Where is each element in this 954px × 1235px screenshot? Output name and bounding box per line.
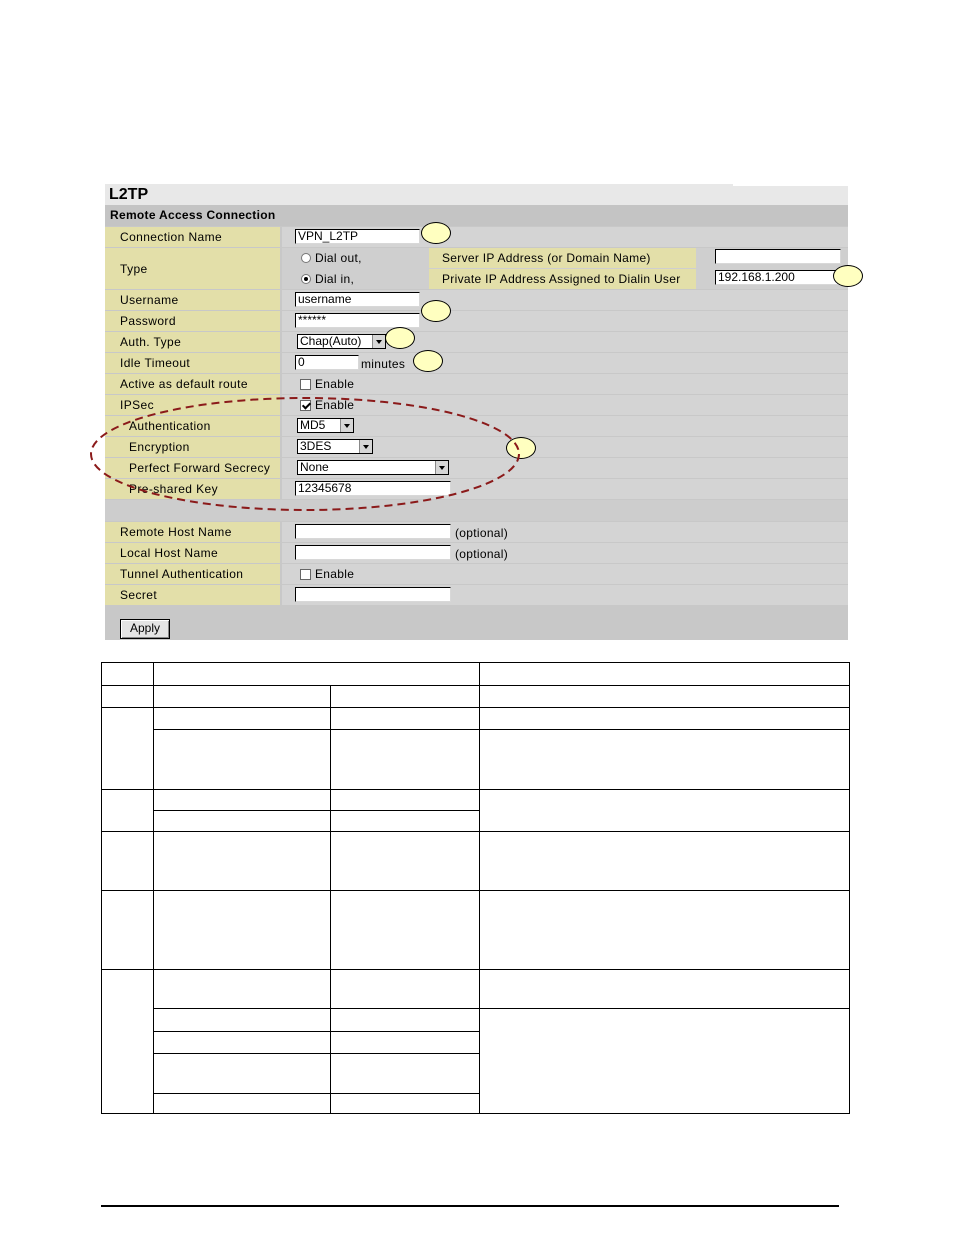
private-ip-input[interactable]: 192.168.1.200: [715, 270, 841, 285]
table-row-line: [153, 1093, 479, 1094]
auth-type-label: Auth. Type: [105, 332, 280, 352]
remote-host-input[interactable]: [295, 524, 451, 539]
preshared-key-input[interactable]: 12345678: [295, 481, 451, 496]
preshared-key-label: Pre-shared Key: [105, 479, 280, 499]
authentication-select[interactable]: [297, 418, 354, 433]
idle-timeout-label: Idle Timeout: [105, 353, 280, 373]
local-host-hint: (optional): [455, 547, 509, 561]
ipsec-checkbox[interactable]: [300, 400, 311, 411]
tunnel-auth-checkbox[interactable]: [300, 569, 311, 580]
callout-marker-connection: [421, 222, 451, 244]
encryption-select[interactable]: [297, 439, 373, 454]
server-ip-label: Server IP Address (or Domain Name): [429, 248, 696, 268]
page-title: L2TP: [109, 186, 149, 203]
dial-in-radio[interactable]: [301, 274, 311, 284]
secret-label: Secret: [105, 585, 280, 605]
password-input[interactable]: ******: [295, 313, 420, 328]
callout-marker-idle-timeout: [413, 350, 443, 372]
section-header: [105, 205, 848, 226]
title-notch: [733, 184, 848, 186]
button-bar: [105, 606, 848, 640]
pfs-select[interactable]: [297, 460, 449, 475]
pfs-value: None: [300, 460, 329, 474]
connection-name-label: Connection Name: [105, 227, 280, 247]
callout-marker-credentials: [421, 300, 451, 322]
auth-type-value: Chap(Auto): [300, 334, 362, 348]
dial-out-label: Dial out,: [315, 251, 362, 265]
idle-timeout-input[interactable]: 0: [295, 355, 359, 370]
table-row-line: [153, 729, 849, 730]
secret-input[interactable]: [295, 587, 451, 602]
table-row-line: [153, 1031, 479, 1032]
table-col-line: [479, 663, 480, 1113]
chevron-down-icon[interactable]: [359, 440, 372, 453]
server-ip-input[interactable]: [715, 249, 841, 264]
apply-button[interactable]: Apply: [120, 619, 170, 639]
tunnel-auth-enable-label: Enable: [315, 567, 355, 581]
idle-timeout-unit: minutes: [361, 357, 406, 371]
chevron-down-icon[interactable]: [372, 335, 385, 348]
default-route-cell: [282, 374, 848, 394]
ipsec-cell: [282, 395, 848, 415]
tunnel-auth-label: Tunnel Authentication: [105, 564, 280, 584]
type-label: Type: [105, 248, 280, 289]
chevron-down-icon[interactable]: [435, 461, 448, 474]
password-label: Password: [105, 311, 280, 331]
default-route-checkbox[interactable]: [300, 379, 311, 390]
local-host-input[interactable]: [295, 545, 451, 560]
table-col-line: [153, 663, 154, 1113]
table-col-line: [330, 685, 331, 1113]
private-ip-label: Private IP Address Assigned to Dialin User: [429, 269, 696, 289]
table-row-line: [102, 831, 849, 832]
callout-marker-auth-type: [385, 327, 415, 349]
pfs-label: Perfect Forward Secrecy: [105, 458, 280, 478]
default-route-label: Active as default route: [105, 374, 280, 394]
ipsec-enable-label: Enable: [315, 398, 355, 412]
table-row-line: [102, 969, 849, 970]
encryption-label: Encryption: [105, 437, 280, 457]
reference-table: [101, 662, 850, 1114]
default-route-enable-label: Enable: [315, 377, 355, 391]
title-bar: [105, 184, 848, 205]
callout-marker-private-ip: [833, 265, 863, 287]
dial-in-label: Dial in,: [315, 272, 355, 286]
table-row-line: [153, 1053, 479, 1054]
table-row-line: [153, 1008, 849, 1009]
callout-marker-ipsec: [506, 437, 536, 459]
auth-type-select[interactable]: [297, 334, 386, 349]
connection-name-input[interactable]: VPN_L2TP: [295, 229, 420, 244]
section-spacer: [105, 500, 848, 521]
table-row-line: [102, 789, 849, 790]
remote-host-hint: (optional): [455, 526, 509, 540]
footer-rule: [101, 1205, 839, 1207]
l2tp-panel: [105, 184, 848, 640]
remote-host-label: Remote Host Name: [105, 522, 280, 542]
chevron-down-icon[interactable]: [340, 419, 353, 432]
username-input[interactable]: username: [295, 292, 420, 307]
authentication-value: MD5: [300, 418, 326, 432]
authentication-cell: [282, 416, 848, 436]
authentication-label: Authentication: [105, 416, 280, 436]
encryption-value: 3DES: [300, 439, 332, 453]
table-row-line: [153, 810, 479, 811]
section-title: Remote Access Connection: [110, 208, 276, 222]
table-row-line: [102, 890, 849, 891]
table-row-line: [102, 707, 849, 708]
ipsec-label: IPSec: [105, 395, 280, 415]
tunnel-auth-cell: [282, 564, 848, 584]
dial-out-radio[interactable]: [301, 253, 311, 263]
username-label: Username: [105, 290, 280, 310]
table-row-line: [102, 685, 849, 686]
local-host-label: Local Host Name: [105, 543, 280, 563]
